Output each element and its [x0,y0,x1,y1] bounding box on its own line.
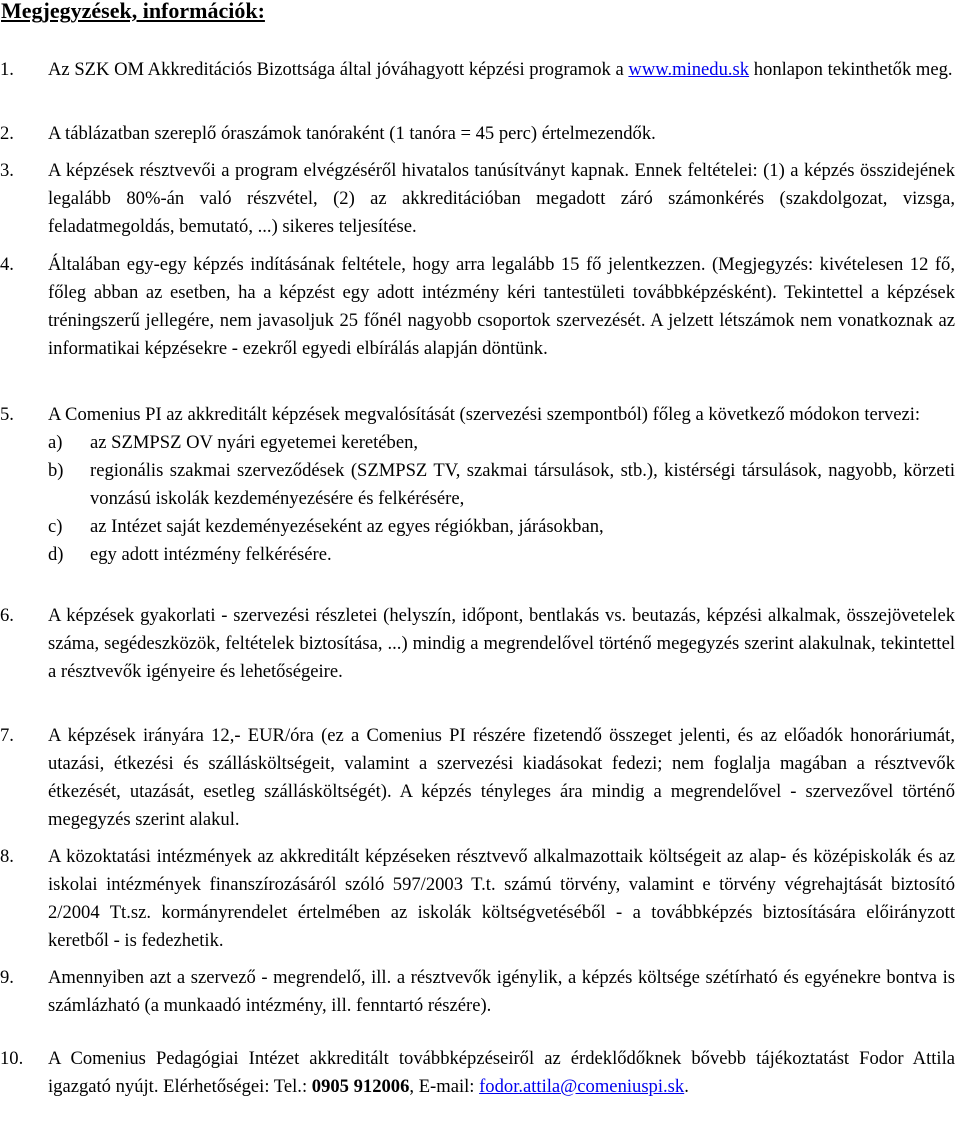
item-text: A táblázatban szereplő óraszámok tanóraként (1 tanóra = 45 perc) értelmezendők. [48,123,656,144]
item-text: Általában egy-egy képzés indításának feltétele, hogy arra legalább 15 fő jelentkezzen. (Megjegyzés: kivételesen 12 fő, főleg abban az esetben, ha a képzést egy adott intézmény kéri tantestületi továbbképzésként). Tekintettel a képzések tréningszerű jellegére, nem javasoljuk 25 főnél nagyobb csoportok szervezését. A jelzett létszámok nem vonatkoznak az informatikai képzésekre - ezekről egyedi elbírálás alapján döntünk. [48,254,955,359]
note-item-7 [0,722,955,834]
note-item-10 [0,1045,955,1101]
item-text: A képzések irányára 12,- EUR/óra (ez a Comenius PI részére fizetendő összeget jelenti, és az előadók honoráriumát, utazási, étkezési és szállásköltségeit, valamint a szervezési kiadásokat fedezi; nem foglalja magában a résztvevők étkezését, utazását, esetleg szállásköltségét). A képzés tényleges ára mindig a megrendelővel - szervezővel történő megegyzés szerint alakul. [48,725,955,830]
minedu-link[interactable]: www.minedu.sk [628,59,750,80]
item-text: A közoktatási intézmények az akkreditált képzéseken résztvevő alkalmazottaik költségeit az alap- és középiskolák és az iskolai intézmények finanszírozásáról szóló 597/2003 T.t. számú törvény, valamint e törvény végrehajtását biztosító 2/2004 Tt.sz. kormányrendelet értelmében az iskolák költségvetéséből - a továbbképzés biztosítására előirányzott keretből - is fedezhetik. [48,846,955,951]
item-intro: A Comenius PI az akkreditált képzések megvalósítását (szervezési szempontból) főleg a következő módokon tervezi: [48,404,921,425]
item-text-before: Az SZK OM Akkreditációs Bizottsága által jóváhagyott képzési programok a [48,59,629,80]
note-item-3 [0,157,955,241]
note-item-6 [0,602,955,686]
sub-label: d) [48,544,64,565]
item-text-before: A Comenius Pedagógiai Intézet akkreditált továbbképzéseiről az érdeklődőknek bővebb tájékoztatást Fodor Attila igazgató nyújt. Elérhetőségei: Tel.: [48,1048,955,1097]
item-number: 4. [0,254,14,275]
sub-text: egy adott intézmény felkérésére. [90,544,332,565]
item-text-after: honlapon tekinthetők meg. [749,59,953,80]
item-text [48,401,955,569]
item-number: 2. [0,123,14,144]
note-item-8 [0,843,955,955]
note-item-4 [0,251,955,363]
item-number: 9. [0,967,14,988]
sub-label: a) [48,432,63,453]
item-number: 5. [0,404,14,425]
sub-item-b [48,457,955,513]
sub-item-a [48,429,955,457]
item-number: 1. [0,59,14,80]
note-item-9 [0,964,955,1020]
item-text-after: . [684,1076,689,1097]
sub-text: az Intézet saját kezdeményezéseként az egyes régiókban, járásokban, [90,516,604,537]
sub-item-d [48,541,955,569]
item-number: 3. [0,160,14,181]
item-number: 10. [0,1048,24,1069]
sub-text: regionális szakmai szerveződések (SZMPSZ TV, szakmai társulások, stb.), kistérségi társulások, nagyobb, körzeti vonzású iskolák kezdeményezésére és felkérésére, [90,460,955,509]
item-text [48,1045,955,1101]
item-number: 8. [0,846,14,867]
note-item-2 [0,120,955,148]
email-link[interactable]: fodor.attila@comeniuspi.sk [479,1076,685,1097]
item-text: A képzések gyakorlati - szervezési részletei (helyszín, időpont, bentlakás vs. beutazás, képzési alkalmak, összejövetelek száma, segédeszközök, feltételek biztosítása, ...) mindig a megrendelővel történő megegyzés szerint alakulnak, tekintettel a résztvevők igényeire és lehetőségeire. [48,605,955,682]
sub-text: az SZMPSZ OV nyári egyetemei keretében, [90,432,419,453]
item-number: 6. [0,605,14,626]
item-text [48,56,955,84]
note-item-1 [0,56,955,84]
sub-label: b) [48,460,64,481]
item-text-mid: , E-mail: [409,1076,480,1097]
sub-item-c [48,513,955,541]
page-title: Megjegyzések, információk: [1,0,265,23]
item-number: 7. [0,725,14,746]
item-text: A képzések résztvevői a program elvégzéséről hivatalos tanúsítványt kapnak. Ennek feltételei: (1) a képzés összidejének legalább 80%-án való részvétel, (2) az akkreditációban megadott záró számonkérés (szakdolgozat, vizsga, feladatmegoldás, bemutató, ...) sikeres teljesítése. [48,160,955,237]
item-text: Amennyiben azt a szervező - megrendelő, ill. a résztvevők igénylik, a képzés költsége szétírható és egyénekre bontva is számlázható (a munkaadó intézmény, ill. fenntartó részére). [48,967,955,1016]
note-item-5 [0,401,955,569]
sub-label: c) [48,516,63,537]
phone-number: 0905 912006 [311,1076,410,1097]
